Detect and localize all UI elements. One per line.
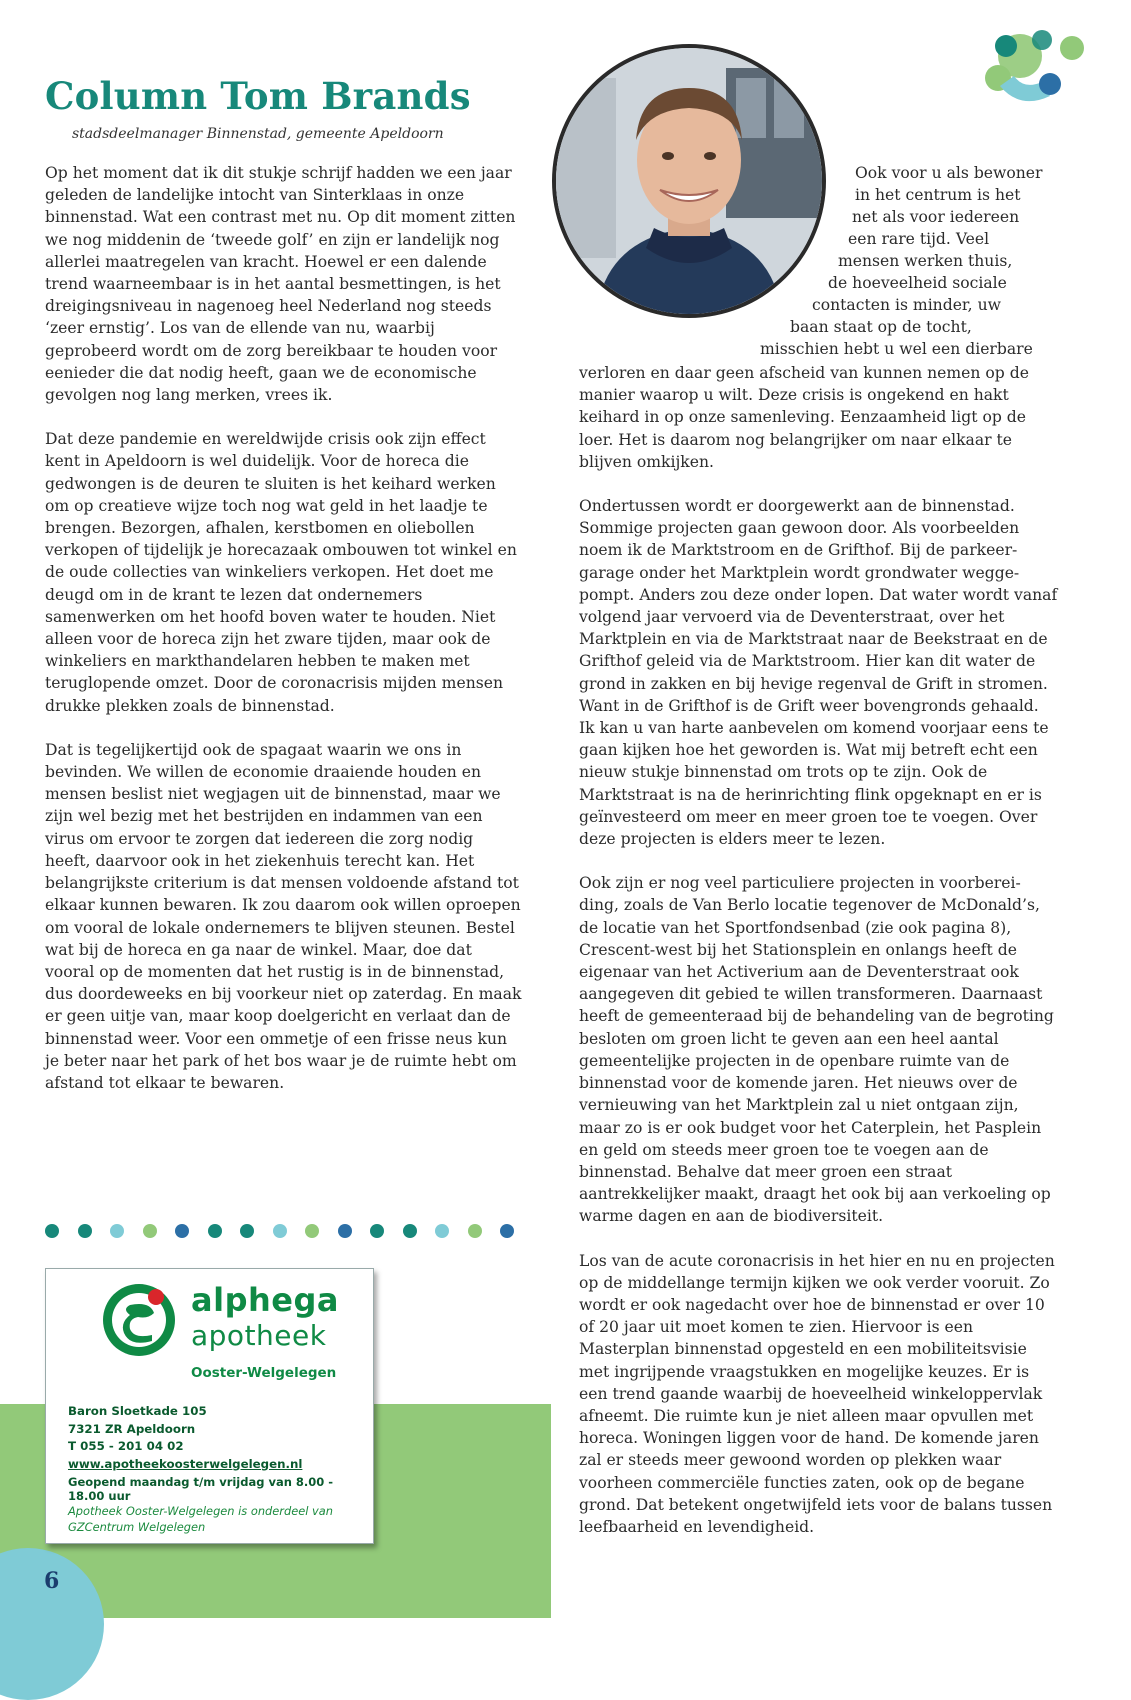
ad-brand-name: alphega (191, 1281, 339, 1319)
divider-dot (143, 1224, 157, 1238)
author-portrait (552, 44, 826, 318)
divider-dot (208, 1224, 222, 1238)
divider-dot (370, 1224, 384, 1238)
divider-dot (468, 1224, 482, 1238)
dot-divider (45, 1224, 535, 1240)
wrap-line: misschien hebt u wel een dierbare (760, 340, 1033, 358)
ad-phone: T 055 - 201 04 02 (68, 1439, 184, 1453)
ad-footer (68, 1503, 333, 1535)
paragraph: Op het moment dat ik dit stukje schrijf hadden we een jaar geleden de landelijke intocht van Sinterklaas in onze binnenstad. Wat een contrast met nu. Op dit moment zitten we nog middenin de ‘tweede golf’ en zijn er landelijk nog allerlei maatregelen van kracht. Hoewel er een dalende trend waarneembaar is in het aantal besmettingen, is het dreigingsniveau in nagenoeg heel Nederland nog steeds ‘zeer ernstig’. Los van de ellende van nu, waarbij geprobeerd wordt om de zorg bereikbaar te houden voor eenieder die dat nodig heeft, gaan we de economische gevolgen nog lang merken, vrees ik. (45, 164, 516, 405)
wrap-line: net als voor iedereen (852, 208, 1020, 226)
paragraph: Los van de acute coronacrisis in het hier en nu en projecten op de middellange termijn kijken we ook verder vooruit. Zo wordt er ook nagedacht over hoe de binnenstad er over 10 of 20 jaar uit moet komen te zien. Hiervoor is een Masterplan binnenstad opgesteld en een mobiliteitsvisie met ingrijpende vraagstukken en mogelijke keuzes. Er is een trend gaande waarbij de hoeveelheid winkeloppervlak afneemt. Die ruimte kun je niet alleen maar opvullen met horeca. Woningen liggen voor de hand. De komende jaren zal er steeds meer gewoond worden op plekken waar voorheen commerciële functies zaten, ook op de begane grond. Dat betekent ongetwijfeld iets voor de balans tussen leefbaarheid en levendigheid. (579, 1251, 1055, 1536)
author-role: stadsdeelmanager Binnenstad, gemeente Apeldoorn (72, 126, 444, 142)
wrap-line: baan staat op de tocht, (790, 318, 972, 336)
divider-dot (273, 1224, 287, 1238)
divider-dot (435, 1224, 449, 1238)
divider-dot (338, 1224, 352, 1238)
left-column (45, 162, 523, 1116)
divider-dot (45, 1224, 59, 1238)
ad-address-line: Baron Sloetkade 105 (68, 1404, 207, 1418)
right-column (579, 362, 1059, 1560)
wrap-line: in het centrum is het (855, 186, 1021, 204)
divider-dot (78, 1224, 92, 1238)
ad-website-link[interactable]: www.apotheekoosterwelgelegen.nl (68, 1456, 303, 1471)
wrap-line: Ook voor u als bewoner (855, 164, 1043, 182)
publisher-logo-icon (980, 26, 1100, 112)
pharmacy-advertisement (45, 1268, 374, 1544)
page-title: Column Tom Brands (45, 74, 471, 118)
paragraph: Dat deze pandemie en wereldwijde crisis ook zijn effect kent in Apeldoorn is wel duidelijk. Voor de horeca die gedwongen is de deuren te sluiten is het keihard werken om op creatieve wijze toch nog wat geld in het laadje te brengen. Bezorgen, afhalen, kerstbomen en oliebollen verkopen of tijdelijk je horecazaak ombouwen tot winkel en de oude collecties van winkeliers verkopen. Het doet me deugd om in de krant te lezen dat ondernemers samenwerken om het hoofd boven water te houden. Niet alleen voor de horeca zijn het zware tijden, maar ook de winkeliers en markthandelaren hebben te maken met teruglopende omzet. Door de coronacrisis mijden mensen drukke plekken zoals de binnenstad. (45, 430, 517, 715)
divider-dot (110, 1224, 124, 1238)
paragraph: Dat is tegelijkertijd ook de spagaat waarin we ons in bevinden. We willen de economie draaiende houden en mensen beslist niet wegjagen uit de binnenstad, maar we zijn wel bezig met het bestrijden en indammen van een virus om ervoor te zorgen dat iedereen die zorg nodig heeft, daarvoor ook in het ziekenhuis terecht kan. Het belangrijkste criterium is dat mensen voldoende afstand tot elkaar kunnen bewaren. Ik zou daarom ook willen oproepen om vooral de lokale ondernemers te blijven steunen. Bestel wat bij de horeca en ga naar de winkel. Maar, doe dat vooral op de momenten dat het rustig is in de binnenstad, dus doordeweeks en bij voorkeur niet op zaterdag. En maak er geen uitje van, maar koop doelgericht en verlaat dan de binnenstad weer. Voor een ommetje of een frisse neus kun je beter naar het park of het bos waar je de ruimte hebt om afstand tot elkaar te bewaren. (45, 740, 522, 1092)
paragraph: Ook zijn er nog veel particuliere projecten in voorberei-ding, zoals de Van Berlo locatie tegenover de McDonald’s, de locatie van het Sportfondsenbad (zie ook pagina 8), Crescent-west bij het Stationsplein en onlangs heeft de eigenaar van het Activerium aan de Deventerstraat ook aangegeven dit gebied te willen transformeren. Daarnaast heeft de gemeenteraad bij de behandeling van de begroting besloten om groen licht te geven aan een heel aantal gemeentelijke projecten in de openbare ruimte van de binnenstad voor de komende jaren. Het nieuws over de vernieuwing van het Marktplein zal u niet ontgaan zijn, maar zo is er ook budget voor het Caterplein, het Pasplein en geld om steeds meer groen toe te voegen aan de binnenstad. Behalve dat meer groen een straat aantrekkelijker maakt, draagt het ook bij aan verkoeling op warme dagen en aan de biodiversiteit. (579, 874, 1054, 1226)
page-number: 6 (44, 1568, 60, 1594)
ad-address-line: 7321 ZR Apeldoorn (68, 1421, 196, 1436)
ad-footer-line: Apotheek Ooster-Welgelegen is onderdeel van (68, 1504, 333, 1518)
wrap-line: contacten is minder, uw (812, 296, 1001, 314)
ad-brand-type: apotheek (191, 1319, 327, 1352)
ad-footer-line: GZCentrum Welgelegen (68, 1520, 206, 1534)
ad-contact-info (68, 1403, 302, 1473)
paragraph: verloren en daar geen afscheid van kunnen nemen op de manier waarop u wilt. Deze crisis is ongekend en hakt keihard in op onze samenleving. Eenzaamheid ligt op de loer. Het is daarom nog belangrijker om naar elkaar te blijven omkijken. (579, 364, 1029, 471)
ad-location: Ooster-Welgelegen (191, 1365, 337, 1381)
ad-opening-hours: Geopend maandag t/m vrijdag van 8.00 - 18.00 uur (68, 1475, 334, 1503)
wrap-line: een rare tijd. Veel (848, 230, 990, 248)
wrap-line: de hoeveelheid sociale (828, 274, 1007, 292)
divider-dot (240, 1224, 254, 1238)
paragraph: Ondertussen wordt er doorgewerkt aan de binnenstad. Sommige projecten gaan gewoon door. Als voorbeelden noem ik de Marktstroom en de Grifthof. Bij de parkeer-garage onder het Marktplein wordt grondwater wegge-pompt. Anders zou deze onder lopen. Dat water wordt vanaf volgend jaar vervoerd via de Deventerstraat, over het Marktplein en via de Marktstraat naar de Beekstraat en de Grifthof geleid via de Marktstroom. Hier kan dit water de grond in zakken en bij hevige regenval de Grift in stromen. Want in de Grifthof is de Grift weer bovengronds gehaald. Ik kan u van harte aanbevelen om komend voorjaar eens te gaan kijken hoe het geworden is. Wat mij betreft echt een nieuw stukje binnenstad om trots op te zijn. Ook de Marktstraat is na de herinrichting flink opgeknapt en er is geïnvesteerd om meer en meer groen toe te voegen. Over deze projecten is elders meer te lezen. (579, 497, 1058, 849)
divider-dot (403, 1224, 417, 1238)
divider-dot (305, 1224, 319, 1238)
wrap-line: mensen werken thuis, (838, 252, 1013, 270)
alphega-emblem-icon (102, 1283, 176, 1357)
divider-dot (500, 1224, 514, 1238)
divider-dot (175, 1224, 189, 1238)
